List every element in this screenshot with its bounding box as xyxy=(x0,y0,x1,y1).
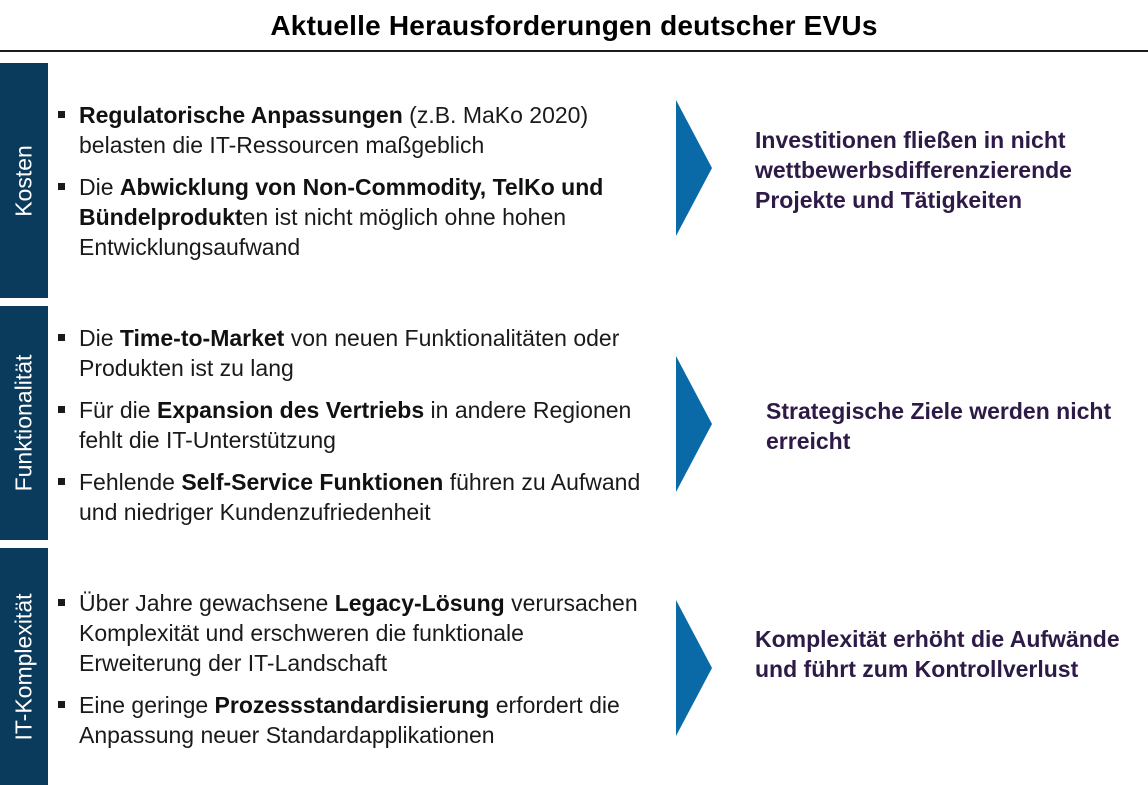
bullet-text: Für die xyxy=(79,397,157,423)
bullet-item xyxy=(52,690,652,750)
bullet-item xyxy=(52,323,652,383)
bullet-text: verursachen Komplexität und erschweren die funktionale Erweiterung der IT-Landschaft xyxy=(79,590,638,676)
bullet-emphasis: Regulatorische Anpassungen xyxy=(79,102,403,128)
chevron-right-icon xyxy=(676,600,712,736)
bullet-emphasis: Abwicklung von Non-Commodity, TelKo und Bündelprodukt xyxy=(79,174,604,230)
bullet-text: von neuen Funktionalitäten oder Produkten ist zu lang xyxy=(79,325,620,381)
section-label-kosten xyxy=(0,63,48,298)
arrow-shape xyxy=(676,600,712,736)
chevron-right-icon xyxy=(676,356,712,492)
section-label-it-komplexitaet xyxy=(0,548,48,785)
bullet-text: in andere Regionen fehlt die IT-Unterstützung xyxy=(79,397,632,453)
section-label-text: IT-Komplexität xyxy=(10,593,37,740)
bullet-list-funktionalitaet xyxy=(52,323,652,539)
chevron-right-icon xyxy=(676,100,712,236)
bullet-item xyxy=(52,172,652,262)
title-divider xyxy=(0,50,1148,52)
arrow-shape xyxy=(676,356,712,492)
bullet-text: Die xyxy=(79,174,120,200)
bullet-list-kosten xyxy=(52,100,652,274)
bullet-emphasis: Expansion des Vertriebs xyxy=(156,397,425,423)
section-label-text: Kosten xyxy=(10,144,37,217)
result-text-kosten: Investitionen fließen in nicht wettbewerbsdifferenzierende Projekte und Tätigkeiten xyxy=(755,127,1072,213)
result-text-it-komplexitaet: Komplexität erhöht die Aufwände und führt zum Kontrollverlust xyxy=(755,626,1120,682)
bullet-text: Über Jahre gewachsene xyxy=(79,590,335,616)
arrow-shape xyxy=(676,100,712,236)
bullet-text: erfordert die Anpassung neuer Standardapplikationen xyxy=(79,692,620,748)
page-title: Aktuelle Herausforderungen deutscher EVUs xyxy=(270,10,878,41)
bullet-item xyxy=(52,588,652,678)
bullet-text: Die xyxy=(79,325,120,351)
bullet-emphasis: Time-to-Market xyxy=(119,325,285,351)
bullet-text: führen zu Aufwand und niedriger Kundenzufriedenheit xyxy=(79,469,641,525)
section-label-funktionalitaet xyxy=(0,306,48,540)
bullet-emphasis: Self-Service Funktionen xyxy=(181,469,444,495)
bullet-text: (z.B. MaKo 2020) belasten die IT-Ressourcen maßgeblich xyxy=(79,102,589,158)
bullet-text: Fehlende xyxy=(79,469,182,495)
bullet-item xyxy=(52,395,652,455)
bullet-emphasis: Prozessstandardisierung xyxy=(214,692,490,718)
bullet-item xyxy=(52,100,652,160)
section-label-text: Funktionalität xyxy=(10,354,37,492)
bullet-emphasis: Legacy-Lösung xyxy=(334,590,505,616)
bullet-text: en ist nicht möglich ohne hohen Entwicklungsaufwand xyxy=(79,204,567,260)
bullet-list-it-komplexitaet xyxy=(52,588,652,762)
result-text-funktionalitaet: Strategische Ziele werden nicht erreicht xyxy=(766,398,1112,454)
bullet-item xyxy=(52,467,652,527)
bullet-text: Eine geringe xyxy=(79,692,215,718)
